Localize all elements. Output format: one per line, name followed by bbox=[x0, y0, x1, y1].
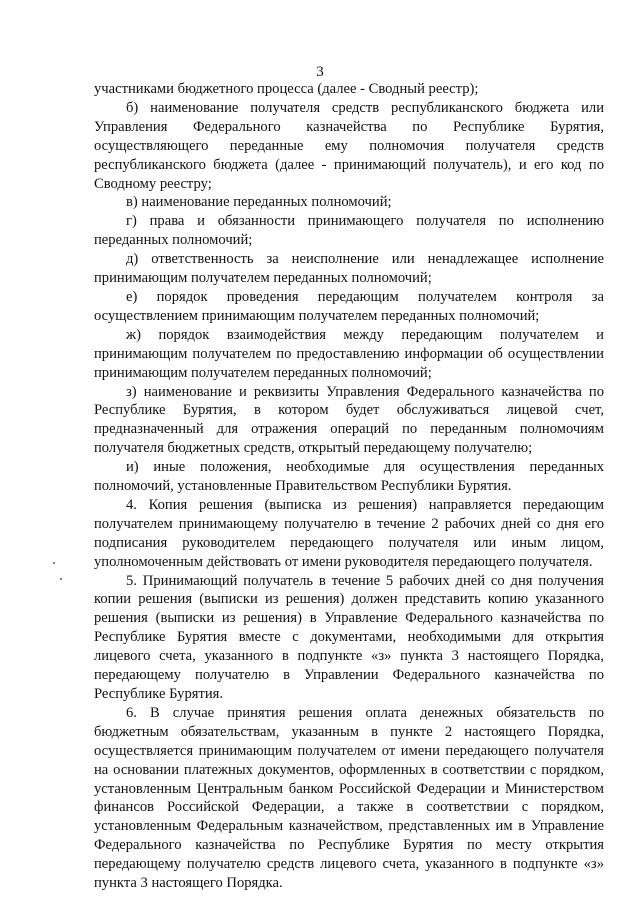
document-body bbox=[94, 80, 604, 893]
paragraph-clause-4: 4. Копия решения (выписка из решения) направляется передающим получателем принимающему получателю в течение 2 рабочих дней со дня его подписания руководителем передающего получателя или иным лицом, уполномоченным действовать от имени руководителя передающего получателя. bbox=[94, 496, 604, 570]
paragraph-item-i: и) иные положения, необходимые для осуществления переданных полномочий, установленные Правительством Республики Бурятия. bbox=[94, 459, 604, 495]
paragraph-item-g: г) права и обязанности принимающего получателя по исполнению переданных полномочий; bbox=[94, 213, 604, 249]
paragraph-item-e: е) порядок проведения передающим получателем контроля за осуществлением принимающим получателем переданных полномочий; bbox=[94, 288, 604, 324]
paragraph-item-zh: ж) порядок взаимодействия между передающим получателем и принимающим получателем по предоставлению информации об осуществлении принимающим получателем переданных полномочий; bbox=[94, 326, 604, 381]
paragraph-item-z: з) наименование и реквизиты Управления Федерального казначейства по Республике Бурятия, в котором будет обслуживаться лицевой счет, предназначенный для отражения операций по переданным полномочиям получателя бюджетных средств, открытый передающему получателю; bbox=[94, 383, 604, 457]
paragraph-item-b: б) наименование получателя средств республиканского бюджета или Управления Федерального казначейства по Республике Бурятия, осуществляющего переданные ему полномочия получателя средств республиканского бюджета (далее - принимающий получатель), и его код по Сводному реестру; bbox=[94, 99, 604, 192]
paragraph-continuation: участниками бюджетного процесса (далее - Сводный реестр); bbox=[94, 81, 479, 97]
paragraph-item-d: д) ответственность за неисполнение или ненадлежащее исполнение принимающим получателем переданных полномочий; bbox=[94, 251, 604, 287]
paragraph-clause-5: 5. Принимающий получатель в течение 5 рабочих дней со дня получения копии решения (выписки из решения) должен представить копию указанного решения (выписки из решения) в Управление Федерального казначейства по Республике Бурятия вместе с документами, необходимыми для открытия лицевого счета, указанного в подпункте «з» пункта 3 настоящего Порядка, передающему получателю в Управлении Федерального казначейства по Республике Бурятия. bbox=[94, 572, 604, 702]
page-number: 3 bbox=[316, 64, 324, 80]
paragraph-clause-6: 6. В случае принятия решения оплата денежных обязательств по бюджетным обязательствам, указанным в пункте 2 настоящего Порядка, осуществляется принимающим получателем от имени передающего получателя на основании платежных документов, оформленных в соответствии с порядком, установленным Центральным банком Российской Федерации и Министерством финансов Российской Федерации, а также в соответствии с порядком, установленным Федеральным казначейством, представленных им в Управление Федерального казначейства по Республике Бурятия по месту открытия передающему получателю средств лицевого счета, указанного в подпункте «з» пункта 3 настоящего Порядка. bbox=[94, 704, 604, 892]
scan-speck bbox=[53, 562, 55, 564]
scan-speck bbox=[60, 578, 62, 580]
paragraph-item-v: в) наименование переданных полномочий; bbox=[126, 194, 392, 211]
